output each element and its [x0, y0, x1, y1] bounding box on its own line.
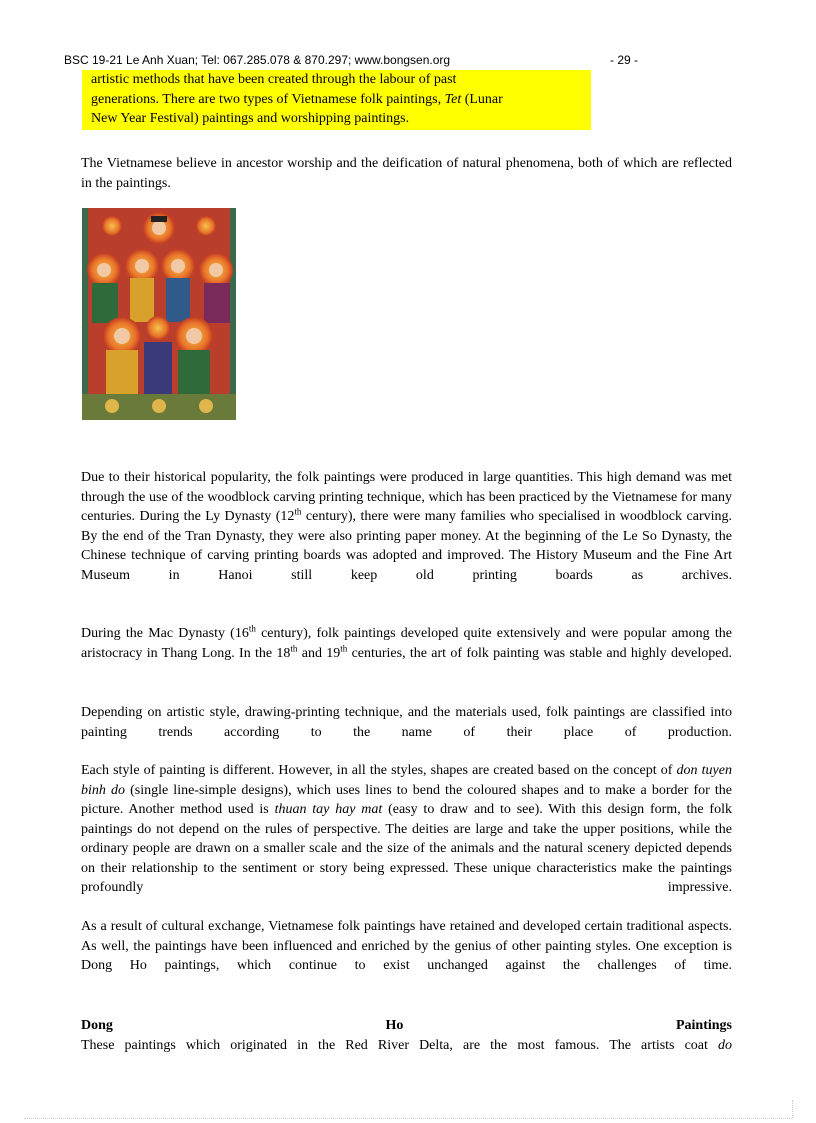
highlight-line-2-text: generations. There are two types of Vietnamese folk paintings,	[91, 91, 445, 107]
highlight-tet-term: Tet	[444, 91, 462, 107]
heading-word: Paintings	[675, 1018, 732, 1033]
italic-term: thuan tay hay mat	[274, 802, 383, 817]
superscript: th	[294, 506, 302, 517]
paragraph-mac-dynasty	[81, 624, 732, 663]
paragraph-text: During the Mac Dynasty (16	[81, 626, 249, 641]
paragraph-dong-ho-intro	[81, 1036, 732, 1056]
paragraph-painting-styles	[81, 761, 732, 898]
italic-term: do	[718, 1038, 732, 1053]
deities-painting-illustration	[82, 208, 236, 420]
paragraph-classification: Depending on artistic style, drawing-printing technique, and the materials used, folk paintings are classified into painting trends according to the name of their place of production.	[81, 705, 732, 740]
highlighted-text-block	[82, 70, 591, 130]
page-header	[64, 52, 654, 68]
paragraph-text: century), there were many families who specialised in woodblock carving. By the end of the Tran Dynasty, they were also printing paper money. At the beginning of the Le So Dynasty, the Chinese technique of carving printing boards was adopted and improved. The History Museum and the Fine Art Museum in Hanoi still keep old printing boards as archives.	[81, 509, 733, 583]
highlight-line-3: New Year Festival) paintings and worshipping paintings.	[91, 111, 410, 126]
paragraph-text: (easy to draw and to see). With this design form, the folk paintings do not depend on the rules of perspective. The deities are large and take the upper positions, while the ordinary people are drawn on a smaller scale and the size of the animals and the natural scenery depicted depends on their relationship to the sentiment or story being expressed. These unique characteristics make the paintings profoundly impressive.	[81, 802, 732, 895]
paragraph-ancestor-worship: The Vietnamese believe in ancestor worship and the deification of natural phenomena, both of which are reflected in the paintings.	[81, 156, 732, 191]
page-number: - 29 -	[610, 53, 639, 67]
superscript: th	[340, 642, 348, 653]
superscript: th	[248, 623, 256, 634]
paragraph-woodblock-history	[81, 468, 732, 585]
highlight-line-2	[91, 90, 591, 110]
paragraph-text: and 19	[297, 645, 341, 661]
highlight-line-1: artistic methods that have been created through the labour of past	[91, 72, 457, 87]
paragraph-text: These paintings which originated in the Red River Delta, are the most famous. The artists coat	[81, 1038, 718, 1053]
page-border-corner	[792, 1100, 793, 1118]
superscript: th	[290, 642, 298, 653]
highlight-line-2-end: (Lunar	[461, 91, 503, 107]
header-text: BSC 19-21 Le Anh Xuan; Tel: 067.285.078 & 870.297; www.bongsen.org	[64, 53, 451, 67]
paragraph-text: centuries, the art of folk painting was stable and highly developed.	[347, 645, 732, 661]
heading-word: Ho	[385, 1018, 404, 1033]
section-heading-dong-ho	[81, 1016, 732, 1036]
paragraph-text: century), folk paintings developed quite extensively and were popular among the aristocracy in Thang Long. In the 18	[81, 626, 732, 661]
paragraph-text: Each style of painting is different. However, in all the styles, shapes are created based on the concept of	[81, 763, 677, 778]
paragraph-text: Due to their historical popularity, the folk paintings were produced in large quantities. This high demand was met through the use of the woodblock carving printing technique, which has been practiced by the Vietnamese for many centuries. During the Ly Dynasty (12	[81, 470, 732, 524]
paragraph-cultural-exchange: As a result of cultural exchange, Vietnamese folk paintings have retained and developed certain traditional aspects. As well, the paintings have been influenced and enriched by the genius of other painting styles. One exception is Dong Ho paintings, which continue to exist unchanged against the challenges of time.	[81, 919, 732, 973]
folk-painting-image	[82, 208, 236, 420]
heading-word: Dong	[81, 1018, 113, 1033]
paragraph-text: (single line-simple designs), which uses lines to bend the coloured shapes and to make a border for the picture. Another method used is	[81, 782, 732, 817]
page-border-bottom	[24, 1118, 792, 1119]
italic-term: don tuyen binh do	[81, 763, 732, 798]
